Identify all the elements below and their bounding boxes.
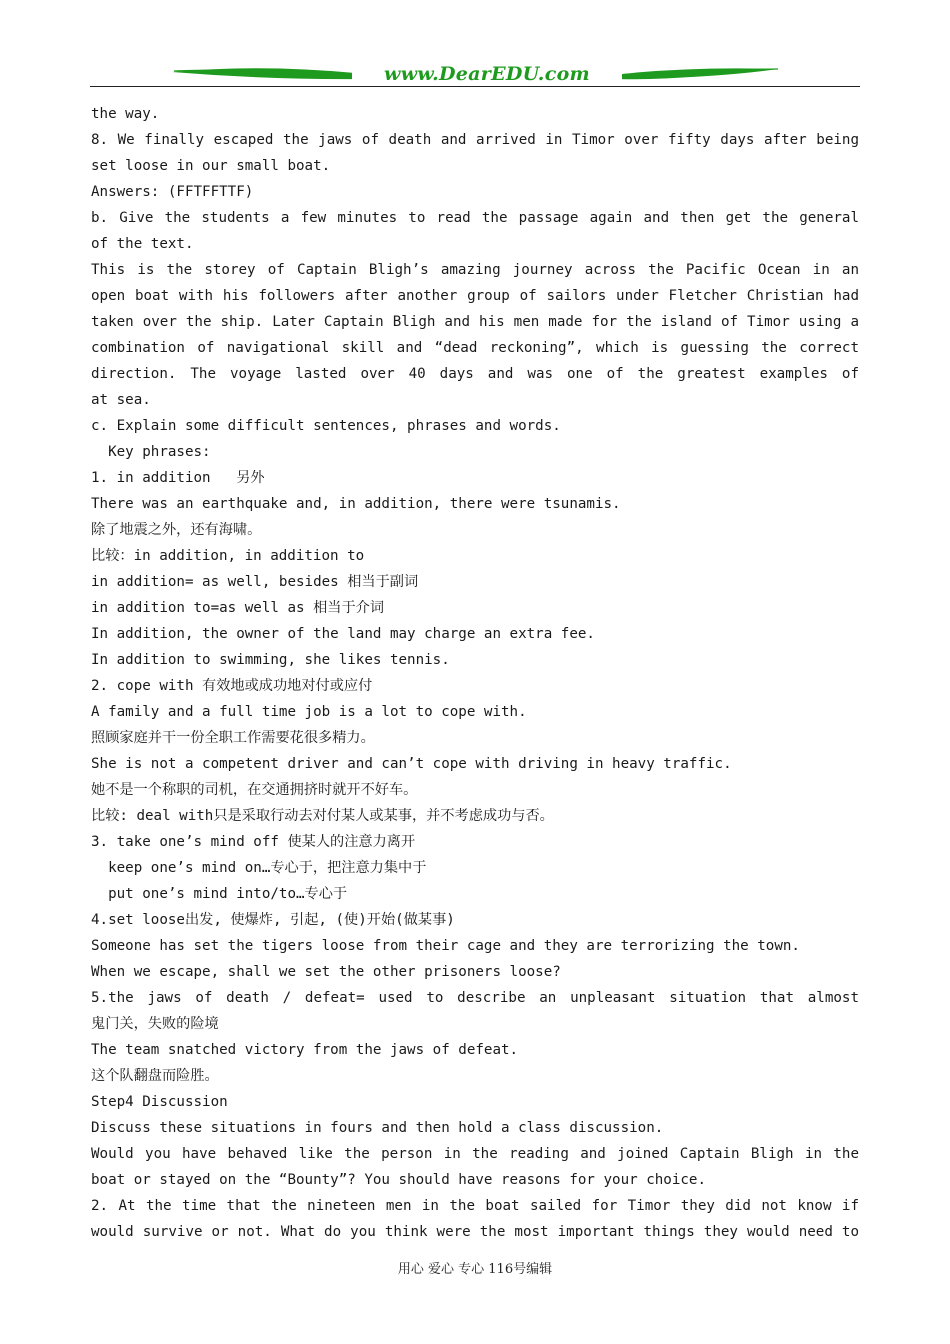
- site-logo-text: www.DearEDU.com: [352, 63, 622, 85]
- text-line: combination of navigational skill and “dead reckoning”, which is guessing the correct: [91, 340, 859, 356]
- text-line: 这个队翻盘而险胜。: [91, 1068, 219, 1084]
- text-line: Step4 Discussion: [91, 1094, 228, 1110]
- text-line: of the text.: [91, 236, 194, 252]
- page-header: [90, 60, 860, 90]
- text-line: This is the storey of Captain Bligh’s amazing journey across the Pacific Ocean in an: [91, 262, 859, 278]
- text-line: There was an earthquake and, in addition, there were tsunamis.: [91, 496, 621, 512]
- text-line: The team snatched victory from the jaws of defeat.: [91, 1042, 519, 1058]
- text-line: 她不是一个称职的司机，在交通拥挤时就开不好车。: [91, 782, 418, 798]
- text-line: Answers: (FFTFFTTF): [91, 184, 254, 200]
- text-line: 4.set loose出发, 使爆炸, 引起, (使)开始(做某事): [91, 912, 455, 928]
- text-line: 1. in addition 另外: [91, 470, 265, 486]
- text-line: In addition to swimming, she likes tennis.: [91, 652, 450, 668]
- text-line: 2. At the time that the nineteen men in the boat sailed for Timor they did not know if: [91, 1198, 859, 1214]
- text-line: Would you have behaved like the person in the reading and joined Captain Bligh in the: [91, 1146, 859, 1162]
- page-footer: 用心 爱心 专心 116号编辑: [397, 1262, 553, 1277]
- text-line: direction. The voyage lasted over 40 days and was one of the greatest examples of: [91, 366, 859, 382]
- text-line: c. Explain some difficult sentences, phrases and words.: [91, 418, 561, 434]
- text-line: taken over the ship. Later Captain Bligh and his men made for the island of Timor using a: [91, 314, 859, 330]
- text-line: When we escape, shall we set the other prisoners loose?: [91, 964, 561, 980]
- header-rule: [90, 86, 860, 87]
- text-line: put one’s mind into/to…专心于: [91, 886, 348, 902]
- text-line: 8. We finally escaped the jaws of death and arrived in Timor over fifty days after being: [91, 132, 859, 148]
- text-line: She is not a competent driver and can’t cope with driving in heavy traffic.: [91, 756, 732, 772]
- text-line: Discuss these situations in fours and then hold a class discussion.: [91, 1120, 664, 1136]
- text-line: 比较：in addition, in addition to: [91, 548, 365, 564]
- text-line: A family and a full time job is a lot to cope with.: [91, 704, 527, 720]
- text-line: at sea.: [91, 392, 151, 408]
- text-line: Someone has set the tigers loose from their cage and they are terrorizing the town.: [91, 938, 800, 954]
- text-line: 除了地震之外，还有海啸。: [91, 522, 262, 538]
- text-line: In addition, the owner of the land may charge an extra fee.: [91, 626, 595, 642]
- text-line: 比较: deal with只是采取行动去对付某人或某事，并不考虑成功与否。: [91, 808, 554, 824]
- document-body: [91, 101, 859, 1245]
- text-line: 2. cope with 有效地或成功地对付或应付: [91, 678, 373, 694]
- text-line: 照顾家庭并干一份全职工作需要花很多精力。: [91, 730, 375, 746]
- text-line: open boat with his followers after another group of sailors under Fletcher Christian had: [91, 288, 859, 304]
- text-line: keep one’s mind on…专心于，把注意力集中于: [91, 860, 427, 876]
- text-line: in addition= as well, besides 相当于副词: [91, 574, 419, 590]
- text-line: boat or stayed on the “Bounty”? You should have reasons for your choice.: [91, 1172, 706, 1188]
- text-line: set loose in our small boat.: [91, 158, 331, 174]
- text-line: in addition to=as well as 相当于介词: [91, 600, 385, 616]
- text-line: 3. take one’s mind off 使某人的注意力离开: [91, 834, 416, 850]
- text-line: 鬼门关，失败的险境: [91, 1016, 219, 1032]
- text-line: would survive or not. What do you think were the most important things they would need to: [91, 1224, 859, 1240]
- text-line: 5.the jaws of death / defeat= used to describe an unpleasant situation that almost: [91, 990, 859, 1006]
- text-line: the way.: [91, 106, 160, 122]
- text-line: Key phrases:: [91, 444, 211, 460]
- text-line: b. Give the students a few minutes to read the passage again and then get the general: [91, 210, 859, 226]
